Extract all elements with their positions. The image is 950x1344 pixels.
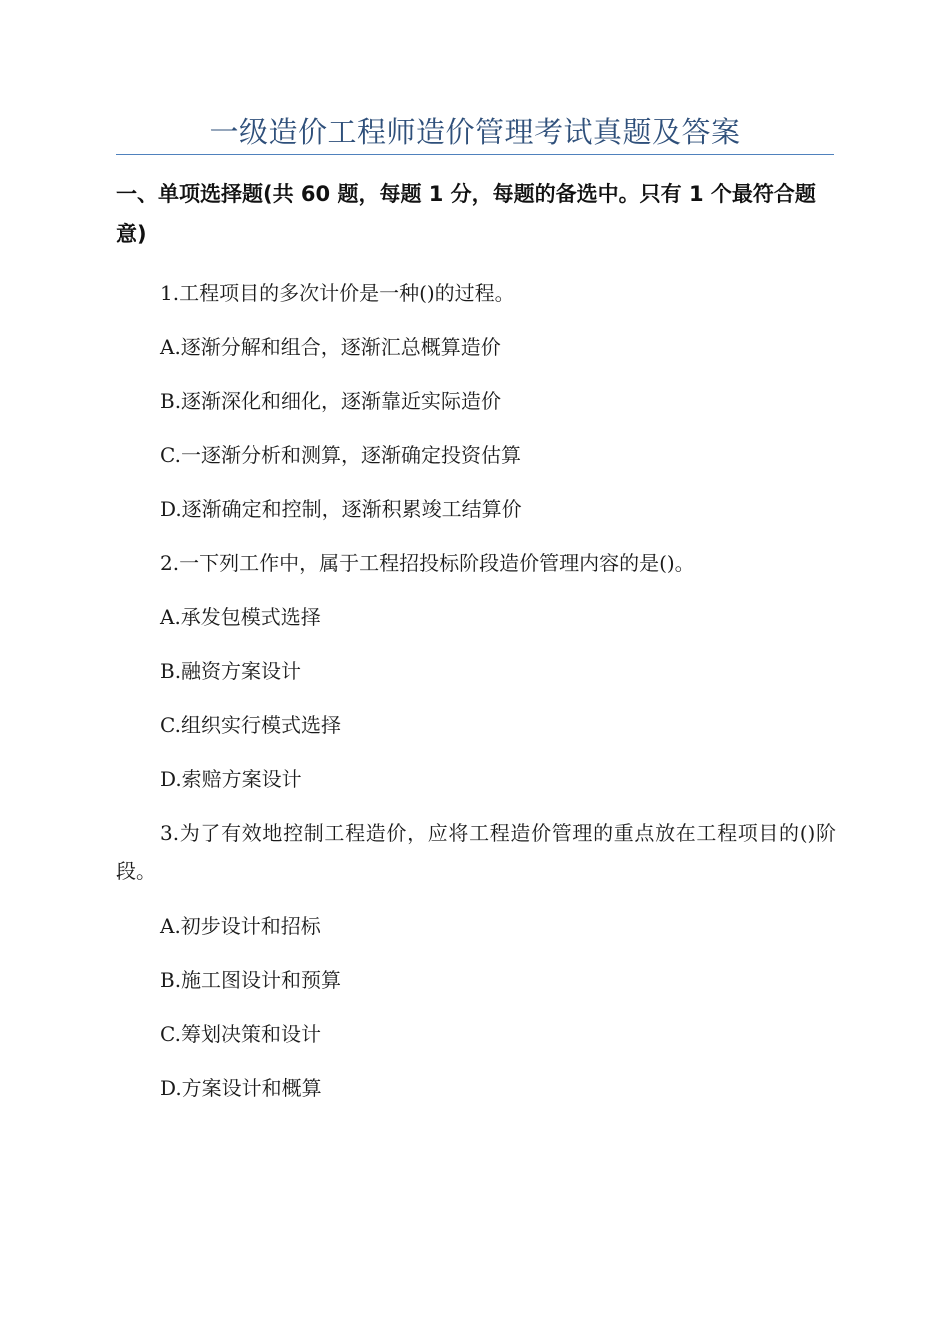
question-1-option-b: B.逐渐深化和细化，逐渐靠近实际造价 — [160, 389, 502, 413]
question-2-option-a: A.承发包模式选择 — [160, 605, 321, 629]
question-1-option-d: D.逐渐确定和控制，逐渐积累竣工结算价 — [160, 497, 522, 521]
question-1-option-a: A.逐渐分解和组合，逐渐汇总概算造价 — [160, 335, 501, 359]
question-3-option-b: B.施工图设计和预算 — [160, 968, 342, 992]
question-3-option-d: D.方案设计和概算 — [160, 1076, 322, 1100]
question-2-option-b: B.融资方案设计 — [160, 659, 302, 683]
question-2-option-d: D.索赔方案设计 — [160, 767, 302, 791]
question-1-option-c: C.一逐渐分析和测算，逐渐确定投资估算 — [160, 443, 521, 467]
title-underline — [116, 154, 834, 155]
section-heading: 一、单项选择题(共 60 题，每题 1 分，每题的备选中。只有 1 个最符合题意) — [116, 182, 816, 246]
document-title: 一级造价工程师造价管理考试真题及答案 — [209, 115, 741, 149]
question-1-stem: 1.工程项目的多次计价是一种()的过程。 — [160, 281, 515, 305]
question-2-stem: 2.一下列工作中，属于工程招投标阶段造价管理内容的是()。 — [160, 551, 695, 575]
question-2-option-c: C.组织实行模式选择 — [160, 713, 341, 737]
question-3-stem: 3.为了有效地控制工程造价，应将工程造价管理的重点放在工程项目的()阶段。 — [116, 821, 836, 883]
question-3-option-a: A.初步设计和招标 — [160, 914, 321, 938]
question-3-option-c: C.筹划决策和设计 — [160, 1022, 321, 1046]
